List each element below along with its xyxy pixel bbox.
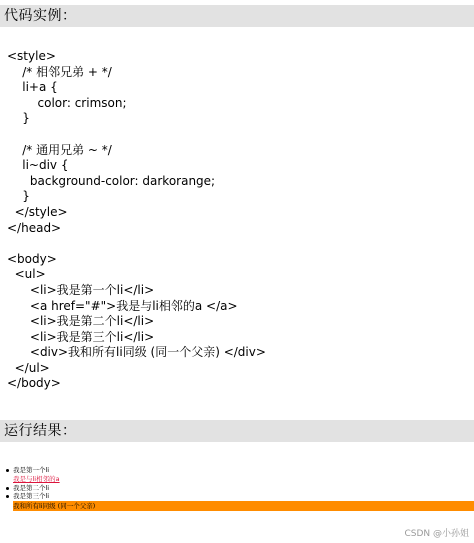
code-line: /* 通用兄弟 ~ */	[7, 142, 112, 157]
result-link[interactable]: 我是与li相邻的a	[13, 475, 60, 484]
code-line: <div>我和所有li同级 (同一个父亲) </div>	[7, 345, 266, 360]
code-line: <ul>	[7, 267, 46, 282]
code-line: <a href="#">我是与li相邻的a </a>	[7, 298, 238, 313]
run-result-preview	[0, 466, 474, 511]
code-line: <li>我是第一个li</li>	[7, 282, 155, 297]
code-line	[7, 127, 266, 143]
result-sibling-div: 我和所有li同级 (同一个父亲)	[13, 501, 474, 511]
code-line: <li>我是第二个li</li>	[7, 314, 155, 329]
code-line: background-color: darkorange;	[7, 173, 216, 188]
code-line: </style>	[7, 204, 68, 219]
code-line: <style>	[7, 49, 56, 63]
section-header-code-example: 代码实例：	[0, 5, 474, 27]
code-line: /* 相邻兄弟 + */	[7, 64, 112, 79]
code-line: <body>	[7, 251, 57, 266]
code-line: </body>	[7, 376, 61, 391]
code-line: </ul>	[7, 360, 50, 375]
code-line: <li>我是第三个li</li>	[7, 329, 155, 344]
result-list	[0, 466, 474, 511]
code-line: li~div {	[7, 158, 69, 173]
code-line: </head>	[7, 220, 62, 235]
result-li-first: 我是第一个li	[13, 466, 474, 474]
code-line: li+a {	[7, 80, 58, 95]
watermark: CSDN @小孙姐	[404, 529, 469, 539]
result-li-third: 我是第三个li	[13, 492, 474, 500]
section-header-run-result: 运行结果：	[0, 420, 474, 442]
result-li-second: 我是第二个li	[13, 484, 474, 492]
code-line	[7, 236, 266, 252]
code-block	[7, 49, 266, 392]
code-line: }	[7, 111, 30, 126]
code-line: }	[7, 189, 30, 204]
code-line: color: crimson;	[7, 95, 127, 110]
